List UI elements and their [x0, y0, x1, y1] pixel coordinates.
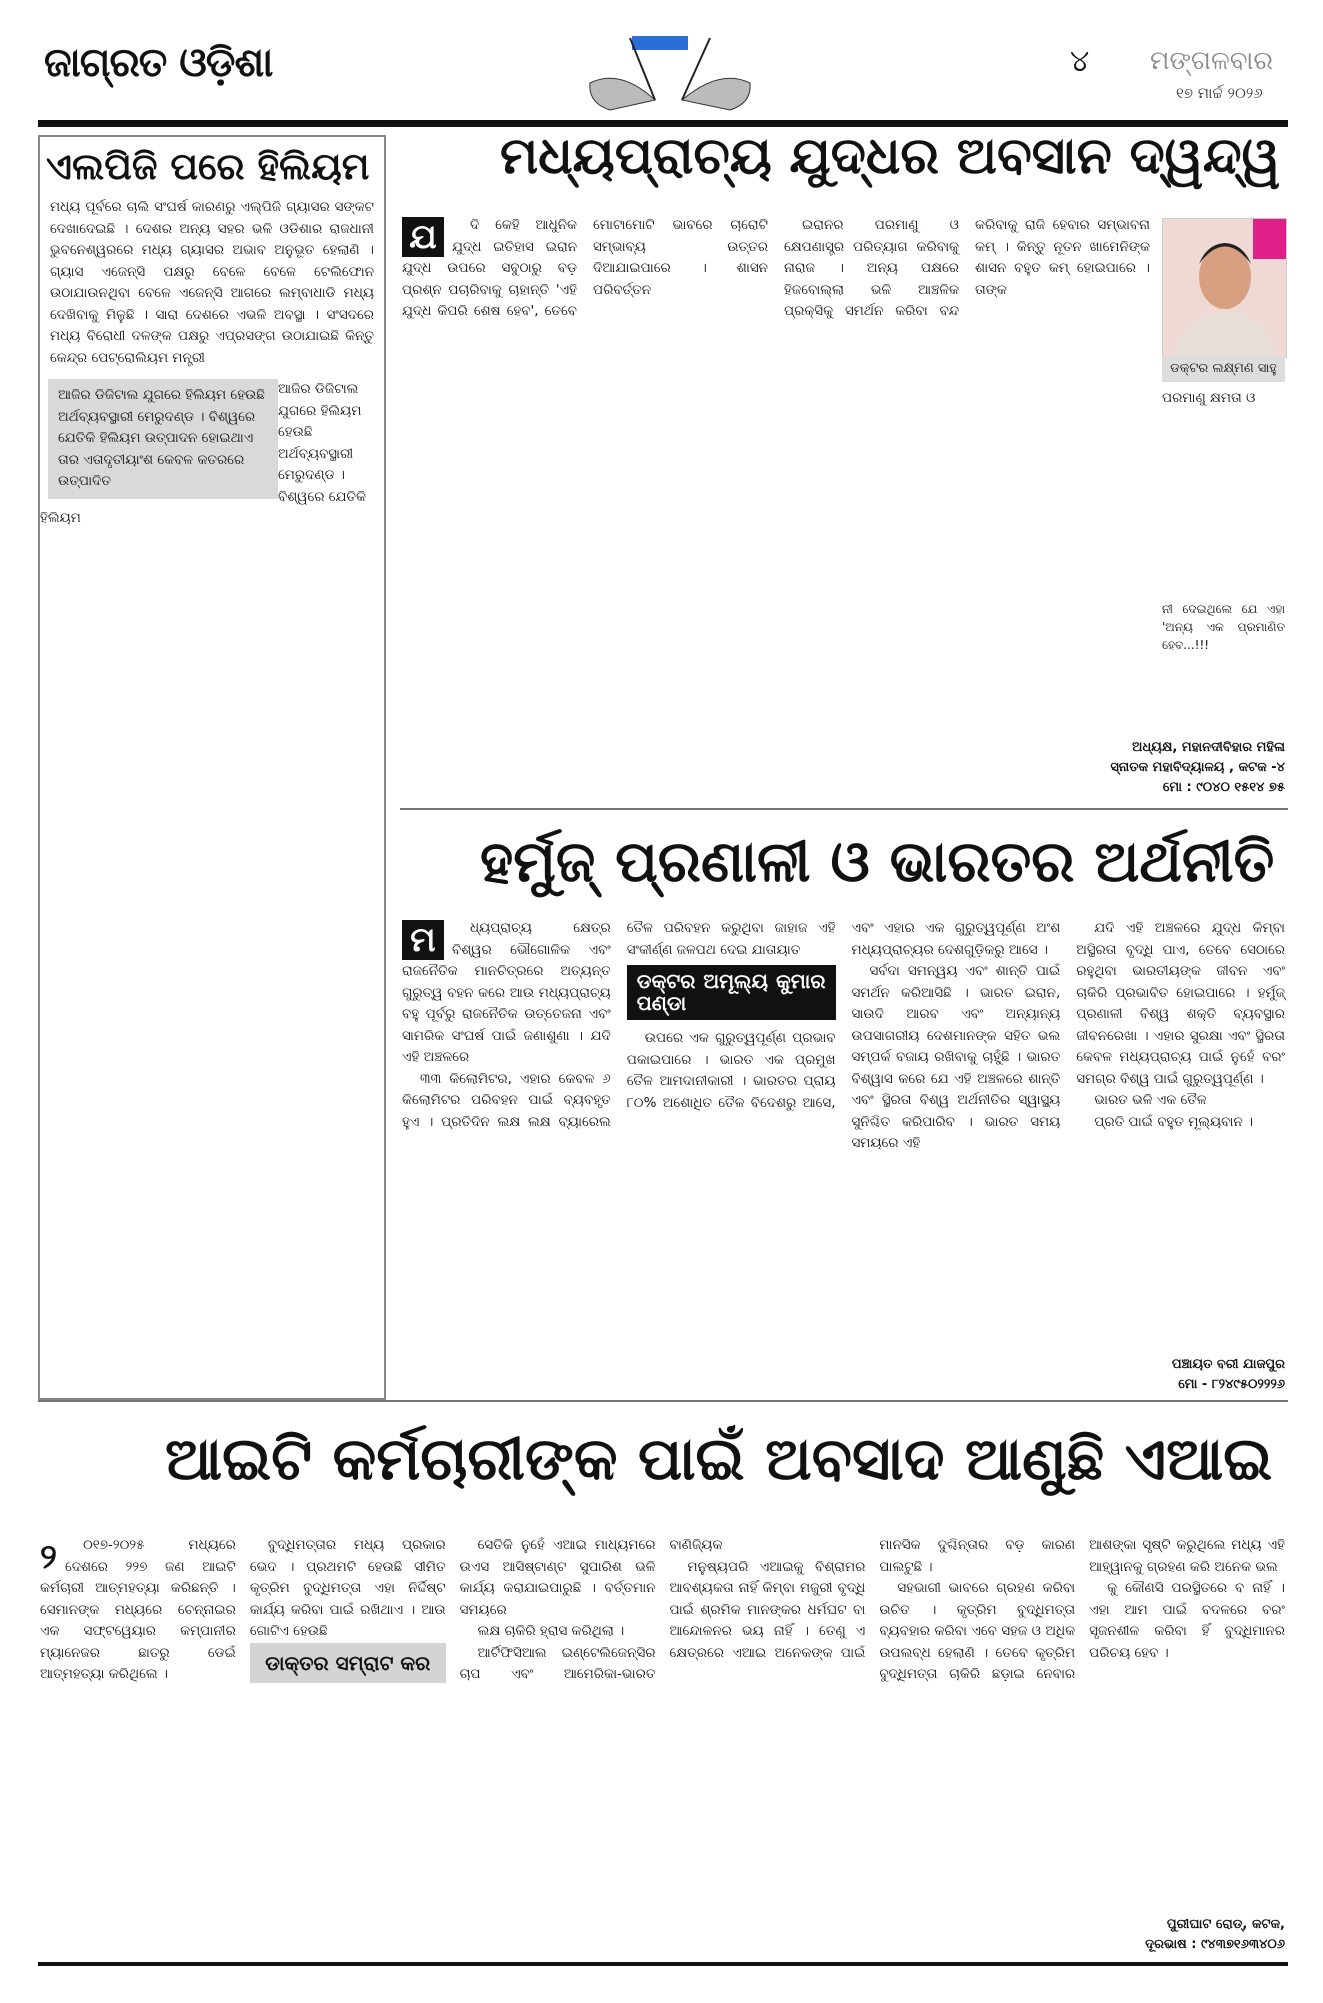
article1-side-text: ପରମାଣୁ କ୍ଷମତା ଓ [1162, 390, 1256, 406]
article3-body [40, 1535, 1285, 1686]
newspaper-title: ଜାଗ୍ରତ ଓଡ଼ିଶା [44, 40, 273, 86]
article2-body [402, 918, 1285, 1155]
article2-paragraph: ସର୍ବଦା ସମନ୍ୱୟ ଏବଂ ଶାନ୍ତି ପାଇଁ ସମର୍ଥନ କରିଆସିଛି । ଭାରତ ଇରାନ, ସାଉଦି ଆରବ ଏବଂ ଅନ୍ୟାନ୍ୟ ଉପସାଗରୀୟ ଦେଶମାନଙ୍କ ସହିତ ଭଲ ସମ୍ପର୍କ ବଜାୟ ରଖିବାକୁ ଚାହୁଁଛି । ଭାରତ ବିଶ୍ୱାସ କରେ ଯେ ଏହି ଅଞ୍ଚଳରେ ଶାନ୍ତି ଏବଂ ସ୍ଥିରତା ବିଶ୍ୱ ଅର୍ଥନୀତିର ସ୍ୱାସ୍ଥ୍ୟ ସୁନିଶ୍ଚିତ କରିପାରିବ । ଭାରତ ସମୟ ସମୟରେ ଏହି [851, 963, 1061, 1151]
article1-paragraph: ଇରାନର ପରମାଣୁ ଓ କ୍ଷେପଣାସ୍ତ୍ର ପରିତ୍ୟାଗ କରିବାକୁ ନାରାଜ । ଅନ୍ୟ ପକ୍ଷରେ ହିଜବୋଲ୍ଲା ଭଳି ଆଞ୍ଚଳିକ ପ୍ରକ୍ସିକୁ ସମର୍ଥନ କରିବା ବନ୍ଦ କରିବାକୁ ରାଜି ହେବାର ସମ୍ଭାବନା କମ୍ । କିନ୍ତୁ ନୂତନ ଖାମେନିଙ୍କ ଶାସନ ବହୁତ କମ୍ ହୋଇପାରେ । ତାଙ୍କ [784, 217, 1150, 319]
signature-line: ଦୂରଭାଷ : ୯୪୩୭୧୬୩୪୦୬ [1145, 1937, 1285, 1952]
sidebar-side-text: ଆଜିର ଡିଜିଟାଲ ଯୁଗରେ ହିଲିୟମ ହେଉଛି ଅର୍ଥବ୍ୟବସ୍ଥାରୀ ମେରୁଦଣ୍ଡ । ବିଶ୍ୱରେ ଯେତିକି ହିଲିୟମ [40, 381, 367, 526]
article3-paragraph: ସହଭାଗୀ ଭାବରେ ଗ୍ରହଣ କରିବା ଉଚିତ । କୃତ୍ରିମ ବୁଦ୍ଧିମତ୍ତା ବ୍ୟବହାର କରିବା ଏବେ ସହଜ ଓ ଅଧିକ ଉପଲବ୍ଧ ହେଲାଣି । ତେବେ କୃତ୍ରିମ ବୁଦ୍ଧିମତ୍ତା ଚାକିରି ଛଡ଼ାଇ ନେବାର ଆଶଙ୍କା ସୃଷ୍ଟି କରୁଥିଲେ ମଧ୍ୟ ଏହି ଆହ୍ୱାନକୁ ଗ୍ରହଣ କରି ଅନେକ ଭଲ [879, 1537, 1285, 1682]
article2-paragraph: ପ୍ରତି ପାଇଁ ବହୁତ ମୂଲ୍ୟବାନ । [1094, 1113, 1254, 1130]
issue-date: ୧୭ ମାର୍ଚ୍ଚ ୨୦୨୬ [1176, 84, 1263, 102]
author-portrait-icon [1163, 219, 1286, 357]
sidebar-intro: ମଧ୍ୟ ପୂର୍ବରେ ଚାଲି ସଂଘର୍ଷ କାରଣରୁ ଏଲ୍‌ପିଜି ଗ୍ୟାସର ସଙ୍କଟ ଦେଖାଦେଇଛି । ଦେଶର ଅନ୍ୟ ସହର ଭଳି ଓଡିଶାର ରାଜଧାନୀ ଭୁବନେଶ୍ୱରରେ ମଧ୍ୟ ଗ୍ୟାସର ଅଭାବ ଅନୁଭୂତ ହେଲାଣି । ଗ୍ୟାସ ଏଜେନ୍ସି ପକ୍ଷରୁ ବେଳେ ବେଳେ ଟେଲିଫୋନ ଉଠାଯାଉନଥିବା ବେଳେ ଏଜେନ୍ସି ଆଗରେ ଲମ୍ବାଧାଡି ମଧ୍ୟ ଦେଖିବାକୁ ମିଳୁଛି । ସାରା ଦେଶରେ ଏଭଳି ଅବସ୍ଥା । ସଂସଦରେ ମଧ୍ୟ ବିରୋଧୀ ଦଳଙ୍କ ପକ୍ଷରୁ ଏପ୍ରସଙ୍ଗ ଉଠାଯାଇଛି କିନ୍ତୁ କେନ୍ଦ୍ର ପେଟ୍ରୋଲିୟମ ମନ୍ତ୍ରୀ [50, 199, 374, 366]
masthead-divider [38, 120, 1288, 127]
article1-dropcap: ଯ [402, 217, 444, 257]
editorial-logo [570, 28, 770, 118]
article3-signature [1060, 1915, 1285, 1955]
section-divider [400, 808, 1288, 810]
article2-paragraph: ଭାରତ ଭଳି ଏକ ତୈଳ [1094, 1092, 1207, 1108]
article2-paragraph: ଯଦି ଏହି ଅଞ୍ଚଳରେ ଯୁଦ୍ଧ କିମ୍ବା ଅସ୍ଥିରତା ବୃଦ୍ଧି ପାଏ, ତେବେ ସେଠାରେ ରହୁଥିବା ଭାରତୀୟଙ୍କ ଜୀବନ ଏବଂ ଚାକିରି ପ୍ରଭାବିତ ହୋଇପାରେ । ହର୍ମୁଜ୍ ପ୍ରଣାଳୀ ବିଶ୍ୱ ଶକ୍ତି ବ୍ୟବସ୍ଥାର ଜୀବନରେଖା । ଏହାର ସୁରକ୍ଷା ଏବଂ ସ୍ଥିରତା କେବଳ ମଧ୍ୟପ୍ରାଚ୍ୟ ପାଇଁ ନୁହେଁ ବରଂ ସମଗ୍ର ବିଶ୍ୱ ପାଇଁ ଗୁରୁତ୍ୱପୂର୍ଣ୍ଣ । [1076, 920, 1285, 1087]
article3-paragraph: ସେତିକି ନୁହେଁ ଏଆଇ ମାଧ୍ୟମରେ ଉଏସ ଆସିଷ୍ଟାଣ୍ଟ ସୁପାରିଶ ଭଳି କାର୍ଯ୍ୟ କରାଯାଇପାରୁଛି । ବର୍ତ୍ତମାନ ସମୟରେ [459, 1537, 656, 1618]
article2-paragraph: ୩୩ କିଲୋମିଟର, ଏହାର କେବଳ ୬ କିଲୋମିଟର ପରିବହନ ପାଇଁ ବ୍ୟବହୃତ ହୁଏ । ପ୍ରତିଦିନ ଲକ୍ଷ ଲକ୍ଷ ବ୍ୟାରେଲ ତୈଳ ପରିବହନ କରୁଥିବା ଜାହାଜ ଏହି ସଂକୀର୍ଣ୍ଣ ଜଳପଥ ଦେଇ ଯାତାୟାତ [402, 920, 836, 1130]
sidebar-article [38, 135, 386, 1400]
signature-line: ପଞ୍ଚାୟତ ବରୀ ଯାଜପୁର [1171, 1357, 1285, 1372]
weekday: ମଙ୍ଗଳବାର [1150, 46, 1274, 76]
article3-paragraph: କୁ କୌଣସି ପରସ୍ଥିତରେ ବ ନାହିଁ । ଏହା ଆମ ପାଇଁ ବଦଳରେ ବରଂ ସୃଜନଶୀଳ କରିବା ହିଁ ବୁଦ୍ଧିମାନର ପରିଚୟ ହେବ । [1089, 1580, 1285, 1661]
signature-line: ସ୍ନାତକ ମହାବିଦ୍ୟାଳୟ , କଟକ -୪ [1110, 760, 1285, 775]
article2-signature [1060, 1355, 1285, 1395]
article3-paragraph: ଲକ୍ଷ ଚାକିରି ହ୍ରାସ କରିଥିଲା । [477, 1623, 625, 1639]
article3-paragraph: ଆର୍ଟିଫିସିଆଲ ଇଣ୍ଟେଲିଜେନ୍ସିର ଚାପ ଏବଂ ଆମେରିକା-ଭାରତ ବାଣିଜ୍ୟିକ [459, 1537, 723, 1682]
article3-headline: ଆଇଟି କର୍ମଚାରୀଙ୍କ ପାଇଁ ଅବସାଦ ଆଣୁଛି ଏଆଇ [165, 1424, 1273, 1493]
pull-quote: ଆଜିର ଡିଜିଟାଲ ଯୁଗରେ ହିଲିୟମ ହେଉଛି ଅର୍ଥବ୍ୟବସ୍ଥାରୀ ମେରୁଦଣ୍ଡ । ବିଶ୍ୱରେ ଯେତିକି ହିଲିୟମ ଉତ୍ପାଦନ ହୋଇଥାଏ ତାର ଏତାଦୃତୀୟାଂଶ କେବଳ କତରରେ ଉତ୍ପାଦିତ [48, 379, 278, 499]
page-bottom-rule [38, 1962, 1288, 1966]
section-divider [38, 1400, 1288, 1402]
article3-paragraph: ମନୁଷ୍ୟପରି ଏଆଇକୁ ବିଶ୍ରାମର ଆବଶ୍ୟକତା ନାହିଁ କିମ୍ବା ମଜୁରୀ ବୃଦ୍ଧି ପାଇଁ ଶ୍ରମିକ ମାନଙ୍କର ଧର୍ମଘଟ ବା ଆନ୍ଦୋଳନର ଭୟ ନାହିଁ । ତେଣୁ ଏ କ୍ଷେତ୍ରରେ ଏଆଇ ଅନେକଙ୍କ ପାଇଁ ମାନସିକ ଦୁଶ୍ଚିନ୍ତାର ବଡ଼ କାରଣ ପାଲଟୁଛି । [669, 1537, 1076, 1661]
article1-body [402, 215, 1150, 323]
article2-paragraph: ଉପରେ ଏକ ଗୁରୁତ୍ୱପୂର୍ଣ୍ଣ ପ୍ରଭାବ ପକାଇପାରେ । ଭାରତ ଏକ ପ୍ରମୁଖ ତୈଳ ଆମଦାନୀକାରୀ । ଭାରତର ପ୍ରାୟ ୮୦% ଅଶୋଧିତ ତୈଳ ବିଦେଶରୁ ଆସେ, ଏବଂ ଏହାର ଏକ ଗୁରୁତ୍ୱପୂର୍ଣ୍ଣ ଅଂଶ ମଧ୍ୟପ୍ରାଚ୍ୟର ଦେଶଗୁଡ଼ିକରୁ ଆସେ । [626, 920, 1061, 1111]
article3-author: ଡାକ୍ତର ସମ୍ରାଟ କର [250, 1643, 446, 1683]
signature-line: ମୋ : ୯୦୪୦ ୧୫୧୪ ୭୫ [1162, 780, 1285, 795]
article1-signature [1020, 738, 1285, 798]
article2-dropcap: ମ [402, 920, 444, 960]
article3-paragraph: ୦୧୭-୨୦୨୫ ମଧ୍ୟରେ ଦେଶରେ ୨୨୭ ଜଣ ଆଇଟି କର୍ମଚାରୀ ଆତ୍ମହତ୍ୟା କରିଛନ୍ତି । ସେମାନଙ୍କ ମଧ୍ୟରେ ଚେନ୍ନାଇର ଏକ ସଫ୍ଟୱେୟାର କମ୍ପାନୀର ମ୍ୟାନେଜର ଛାତରୁ ଡେଇଁ ଆତ୍ମହତ୍ୟା କରିଥିଲେ । [40, 1537, 236, 1682]
article3-paragraph: ବୁଦ୍ଧିମତ୍ତାର ମଧ୍ୟ ପ୍ରକାର ଭେଦ । ପ୍ରଥମଟି ହେଉଛି ସୀମିତ କୃତ୍ରିମ ବୁଦ୍ଧିମତ୍ତା ଏହା ନିର୍ଦ୍ଦିଷ୍ଟ କାର୍ଯ୍ୟ କରିବା ପାଇଁ ରଖିଥାଏ । ଆଉ ଗୋଟିଏ ହେଉଛି [249, 1537, 446, 1639]
signature-line: ଅଧ୍ୟକ୍ଷ, ମହାନଦୀବିହାର ମହିଳା [1132, 740, 1285, 755]
page-number: ୪ [1070, 44, 1090, 79]
article3-dropcap: ୨ [40, 1537, 57, 1577]
article2-headline: ହର୍ମୁଜ୍ ପ୍ରଣାଳୀ ଓ ଭାରତର ଅର୍ଥନୀତି [480, 829, 1275, 895]
article1-headline: ମଧ୍ୟପ୍ରାଚ୍ୟ ଯୁଦ୍ଧର ଅବସାନ ଦ୍ୱନ୍ଦ୍ୱ [500, 127, 1281, 186]
writing-hands-icon [570, 28, 770, 118]
article1-closing: ନୀ ଦେଇଥିଲେ ଯେ ଏହା 'ଅନ୍ୟ ଏକ ପ୍ରମାଣିତ ହେବ...!!! [1162, 602, 1285, 652]
author-photo-caption: ଡକ୍ଟର ଲକ୍ଷ୍ମଣ ସାହୁ [1162, 356, 1285, 382]
author-photo [1162, 218, 1287, 358]
article2-paragraph: ଧ୍ୟପ୍ରାଚ୍ୟ କ୍ଷେତ୍ର ବିଶ୍ୱର ଭୌଗୋଳିକ ଏବଂ ରାଜନୈତିକ ମାନଚିତ୍ରରେ ଅତ୍ୟନ୍ତ ଗୁରୁତ୍ୱ ବହନ କରେ ଆଉ ମଧ୍ୟପ୍ରାଚ୍ୟ ବହୁ ପୂର୍ବରୁ ରାଜନୈତିକ ଉତ୍ତେଜନା ଏବଂ ସାମରିକ ସଂଘର୍ଷ ପାଇଁ ଜଣାଶୁଣା । ଯଦି ଏହି ଅଞ୍ଚଳରେ [402, 920, 611, 1065]
sidebar-headline: ଏଲପିଜି ପରେ ହିଲିୟମ [46, 145, 370, 188]
article1-paragraph: ଦି କେହି ଆଧୁନିକ ଯୁଦ୍ଧ ଇତିହାସ ଇରାନ ଯୁଦ୍ଧ ଉପରେ ସବୁଠାରୁ ବଡ଼ ପ୍ରଶ୍ନ ପଚାରିବାକୁ ଚାହାନ୍ତି 'ଏହି ଯୁଦ୍ଧ କିପରି ଶେଷ ହେବ', ତେବେ ମୋଟାମୋଟି ଭାବରେ ଚାରୋଟି ସମ୍ଭାବ୍ୟ ଉତ୍ତର ଦିଆଯାଇପାରେ । ଶାସନ ପରିବର୍ତ୍ତନ [402, 217, 768, 319]
article2-author: ଡକ୍ଟର ଅମୂଲ୍ୟ କୁମାର ପଣ୍ଡା [627, 965, 836, 1020]
signature-line: ପୁରୀଘାଟ ରୋଡ୍, କଟକ, [1166, 1917, 1285, 1932]
signature-line: ମୋ - ୮୨୪୯୫୦୨୨୨୬ [1178, 1377, 1285, 1392]
